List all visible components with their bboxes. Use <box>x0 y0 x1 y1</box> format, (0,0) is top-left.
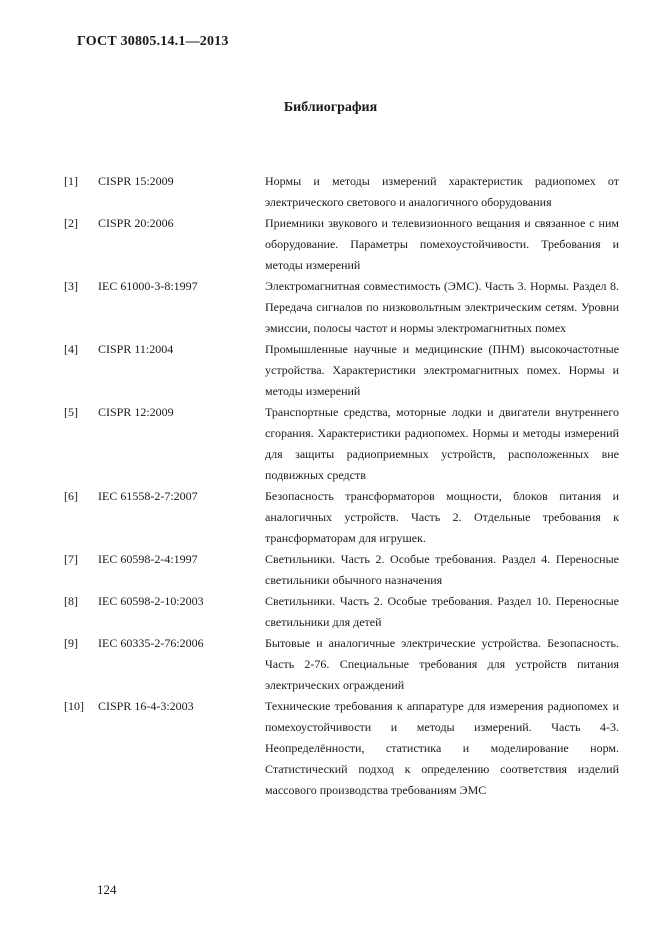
entry-standard-code: IEC 60335-2-76:2006 <box>98 636 204 650</box>
entry-number: [10] <box>64 699 84 713</box>
entry-number: [3] <box>64 279 78 293</box>
bibliography-entry <box>64 633 624 696</box>
bibliography-entry <box>64 339 624 402</box>
entry-standard-code: CISPR 11:2004 <box>98 342 174 356</box>
entry-standard-code: IEC 61000-3-8:1997 <box>98 279 198 293</box>
page-title: Библиография <box>283 100 378 115</box>
bibliography-entry <box>64 696 624 801</box>
bibliography-entry <box>64 171 624 213</box>
entry-standard-code: CISPR 15:2009 <box>98 174 174 188</box>
entry-description: Безопасность трансформаторов мощности, блоков питания и аналогичных устройств. Часть 2. Отдельные требования к трансформаторам для игрушек. <box>265 489 619 545</box>
entry-description: Электромагнитная совместимость (ЭМС). Часть 3. Нормы. Раздел 8. Передача сигналов по низковольтным электрическим сетям. Уровни эмиссии, полосы частот и нормы электромагнитных помех <box>265 279 619 335</box>
entry-standard-code: CISPR 12:2009 <box>98 405 174 419</box>
entry-number: [5] <box>64 405 78 419</box>
entry-standard-code: IEC 60598-2-4:1997 <box>98 552 198 566</box>
entry-description: Технические требования к аппаратуре для измерения радиопомех и помехоустойчивости и методы измерений. Часть 4-3. Неопределённости, статистика и моделирование норм. Статистический подход к определению соответствия изделий массового производства требованиям ЭМС <box>265 699 619 797</box>
entry-description: Транспортные средства, моторные лодки и двигатели внутреннего сгорания. Характеристики радиопомех. Нормы и методы измерений для защиты радиоприемных устройств, расположенных вне подвижных средств <box>265 405 619 482</box>
entry-description: Светильники. Часть 2. Особые требования. Раздел 4. Переносные светильники обычного назначения <box>265 552 619 587</box>
entry-number: [4] <box>64 342 78 356</box>
entry-number: [1] <box>64 174 78 188</box>
page-number: 124 <box>97 882 117 897</box>
bibliography-entry <box>64 402 624 486</box>
entry-standard-code: IEC 60598-2-10:2003 <box>98 594 204 608</box>
entry-description: Бытовые и аналогичные электрические устройства. Безопасность. Часть 2-76. Специальные требования для устройств питания электрических ограждений <box>265 636 619 692</box>
entry-number: [6] <box>64 489 78 503</box>
entry-standard-code: CISPR 16-4-3:2003 <box>98 699 194 713</box>
document-header: ГОСТ 30805.14.1—2013 <box>77 34 229 49</box>
entry-description: Светильники. Часть 2. Особые требования. Раздел 10. Переносные светильники для детей <box>265 594 619 629</box>
bibliography-entry <box>64 591 624 633</box>
entry-description: Нормы и методы измерений характеристик радиопомех от электрического светового и аналогичного оборудования <box>265 174 619 209</box>
bibliography-entry <box>64 213 624 276</box>
bibliography-list <box>64 171 624 801</box>
bibliography-entry <box>64 486 624 549</box>
entry-description: Промышленные научные и медицинские (ПНМ) высокочастотные устройства. Характеристики электромагнитных помех. Нормы и методы измерений <box>265 342 619 398</box>
entry-description: Приемники звукового и телевизионного вещания и связанное с ним оборудование. Параметры помехоустойчивости. Требования и методы измерений <box>265 216 619 272</box>
entry-number: [9] <box>64 636 78 650</box>
entry-number: [2] <box>64 216 78 230</box>
entry-standard-code: IEC 61558-2-7:2007 <box>98 489 198 503</box>
entry-number: [7] <box>64 552 78 566</box>
entry-standard-code: CISPR 20:2006 <box>98 216 174 230</box>
bibliography-entry <box>64 549 624 591</box>
bibliography-entry <box>64 276 624 339</box>
entry-number: [8] <box>64 594 78 608</box>
